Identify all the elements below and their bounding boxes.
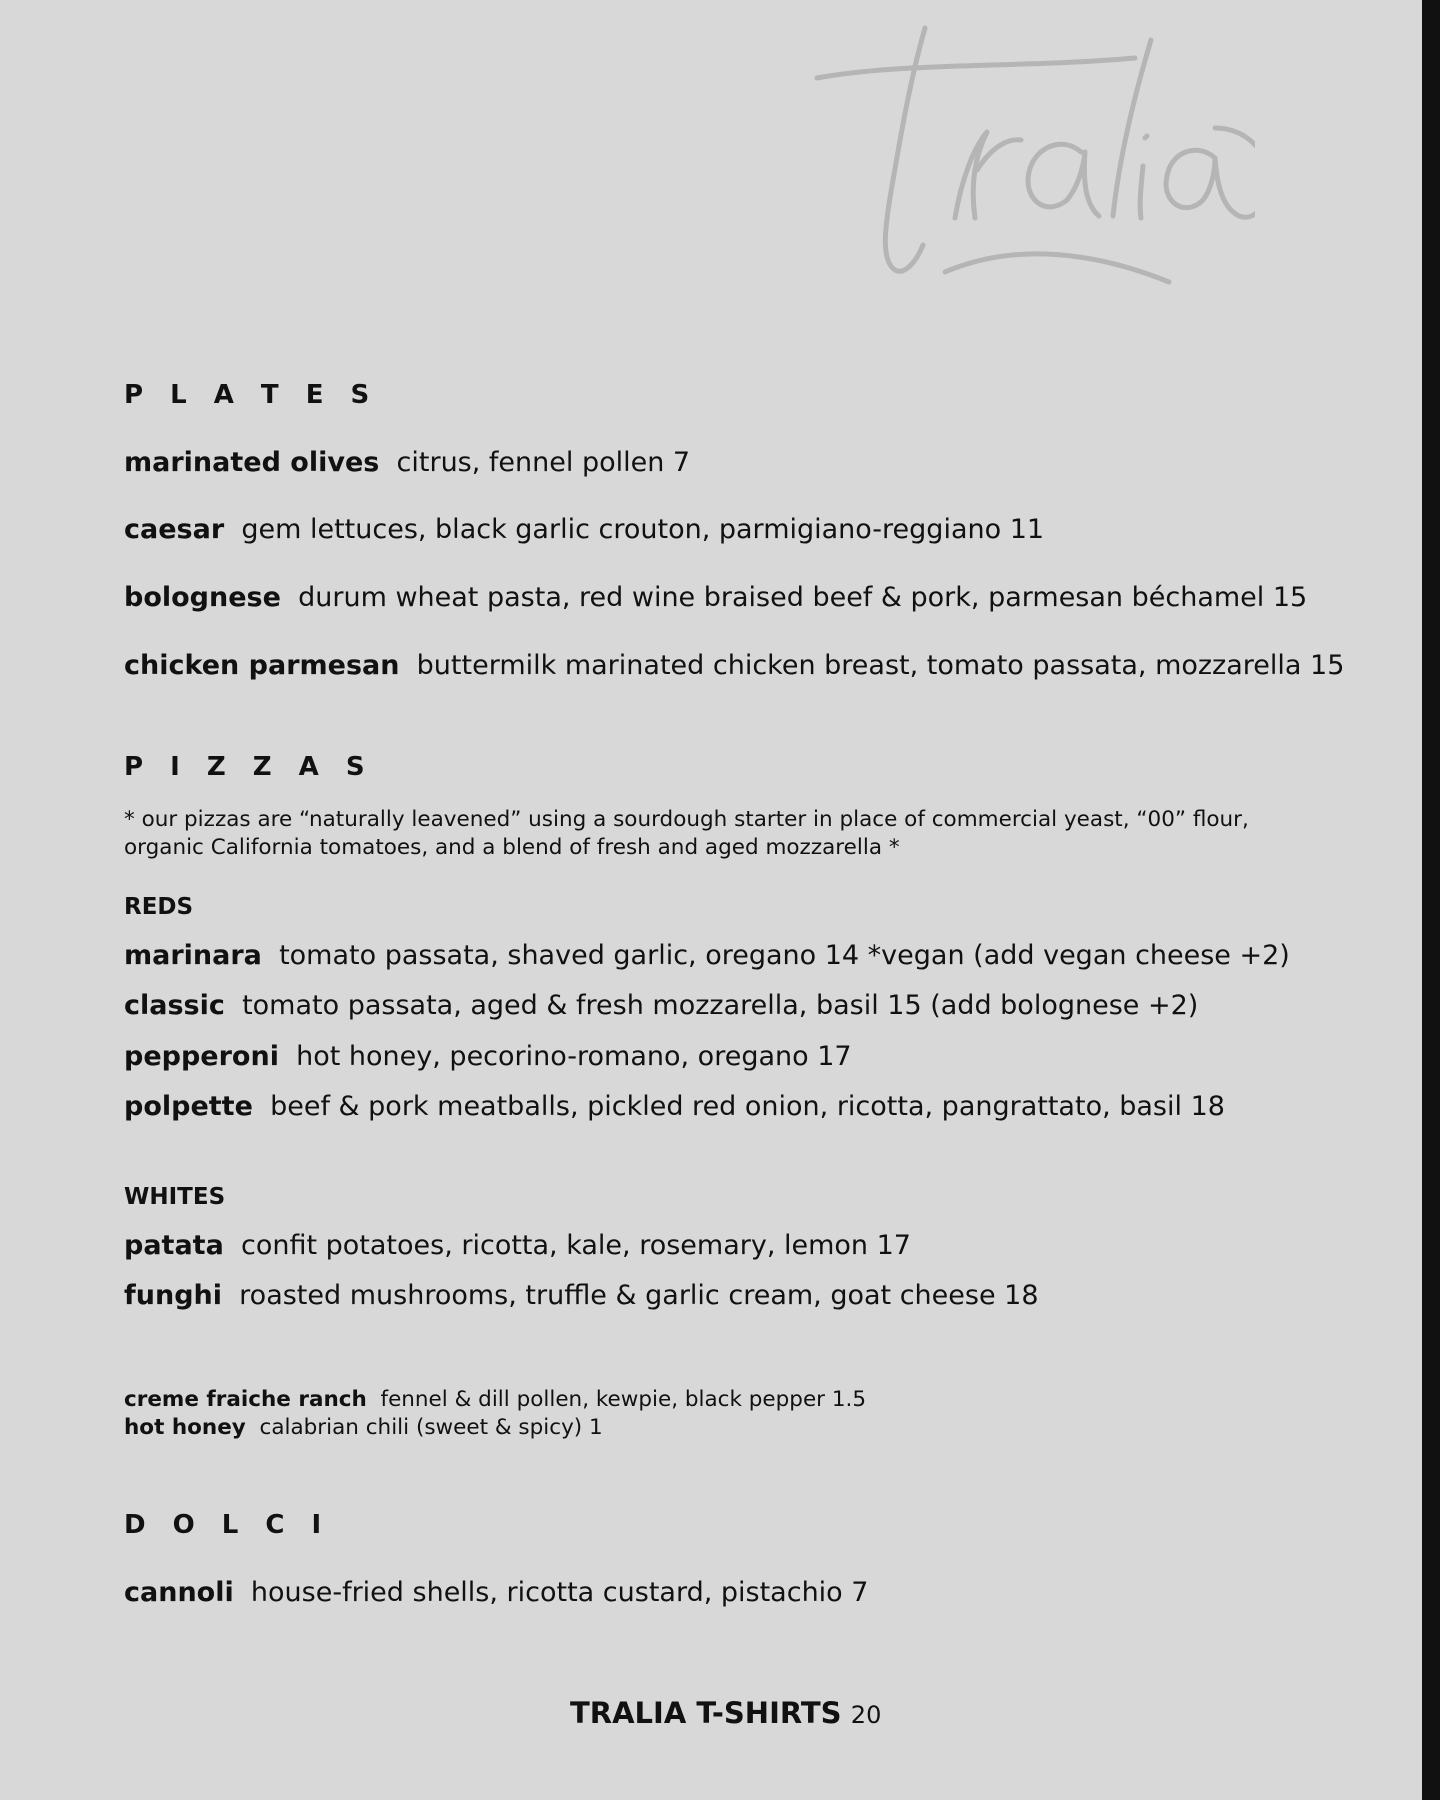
item-name: marinara: [124, 940, 262, 971]
item-name: pepperoni: [124, 1041, 279, 1072]
extra-name: creme fraiche ranch: [124, 1387, 367, 1412]
menu-item-classic: [124, 990, 1198, 1021]
extra-description: fennel & dill pollen, kewpie, black pepper 1.5: [380, 1387, 867, 1412]
pizzas-section-title: P I Z Z A S: [124, 752, 374, 782]
item-name: marinated olives: [124, 447, 380, 478]
tshirt-label: TRALIA T-SHIRTS: [570, 1696, 842, 1730]
menu-item-pepperoni: [124, 1041, 852, 1072]
tralia-script-logo: [795, 20, 1255, 300]
plates-section-title: P L A T E S: [124, 380, 379, 410]
whites-heading: WHITES: [124, 1184, 226, 1210]
item-description: gem lettuces, black garlic crouton, parmigiano-reggiano 11: [241, 514, 1045, 545]
item-description: roasted mushrooms, truffle & garlic cream, goat cheese 18: [239, 1280, 1039, 1311]
menu-item-chicken-parmesan: [124, 650, 1344, 681]
extra-description: calabrian chili (sweet & spicy) 1: [259, 1415, 603, 1440]
item-name: chicken parmesan: [124, 650, 400, 681]
pizza-extras: [124, 1386, 866, 1442]
menu-item-cannoli: [124, 1577, 868, 1608]
item-description: tomato passata, aged & fresh mozzarella, basil 15 (add bolognese +2): [242, 990, 1199, 1021]
item-description: beef & pork meatballs, pickled red onion, ricotta, pangrattato, basil 18: [270, 1091, 1225, 1122]
tshirt-price: 20: [850, 1701, 882, 1729]
page-edge: [1422, 0, 1440, 1800]
pizza-dough-note: [124, 806, 1249, 862]
dolci-section-title: D O L C I: [124, 1510, 331, 1540]
item-name: classic: [124, 990, 225, 1021]
item-description: hot honey, pecorino-romano, oregano 17: [296, 1041, 852, 1072]
tshirt-offer: [570, 1696, 881, 1730]
item-name: polpette: [124, 1091, 253, 1122]
item-description: tomato passata, shaved garlic, oregano 14 *vegan (add vegan cheese +2): [279, 940, 1290, 971]
menu-item-patata: [124, 1230, 911, 1261]
menu-item-funghi: [124, 1280, 1039, 1311]
menu-item-bolognese: [124, 582, 1307, 613]
menu-item-caesar: [124, 514, 1044, 545]
item-name: caesar: [124, 514, 225, 545]
item-description: durum wheat pasta, red wine braised beef & pork, parmesan béchamel 15: [298, 582, 1308, 613]
item-name: patata: [124, 1230, 224, 1261]
reds-heading: REDS: [124, 894, 194, 920]
menu-item-marinated-olives: [124, 447, 690, 478]
item-name: funghi: [124, 1280, 222, 1311]
note-line: * our pizzas are “naturally leavened” using a sourdough starter in place of commercial yeast, “00” flour,: [124, 807, 1249, 832]
note-line: organic California tomatoes, and a blend of fresh and aged mozzarella *: [124, 835, 900, 860]
item-name: bolognese: [124, 582, 281, 613]
item-description: buttermilk marinated chicken breast, tomato passata, mozzarella 15: [416, 650, 1345, 681]
item-description: confit potatoes, ricotta, kale, rosemary, lemon 17: [240, 1230, 911, 1261]
item-description: house-fried shells, ricotta custard, pistachio 7: [250, 1577, 869, 1608]
menu-item-polpette: [124, 1091, 1225, 1122]
item-name: cannoli: [124, 1577, 234, 1608]
extra-item: [124, 1386, 866, 1414]
item-description: citrus, fennel pollen 7: [396, 447, 691, 478]
extra-item: [124, 1414, 866, 1442]
menu-item-marinara: [124, 940, 1290, 971]
extra-name: hot honey: [124, 1415, 246, 1440]
